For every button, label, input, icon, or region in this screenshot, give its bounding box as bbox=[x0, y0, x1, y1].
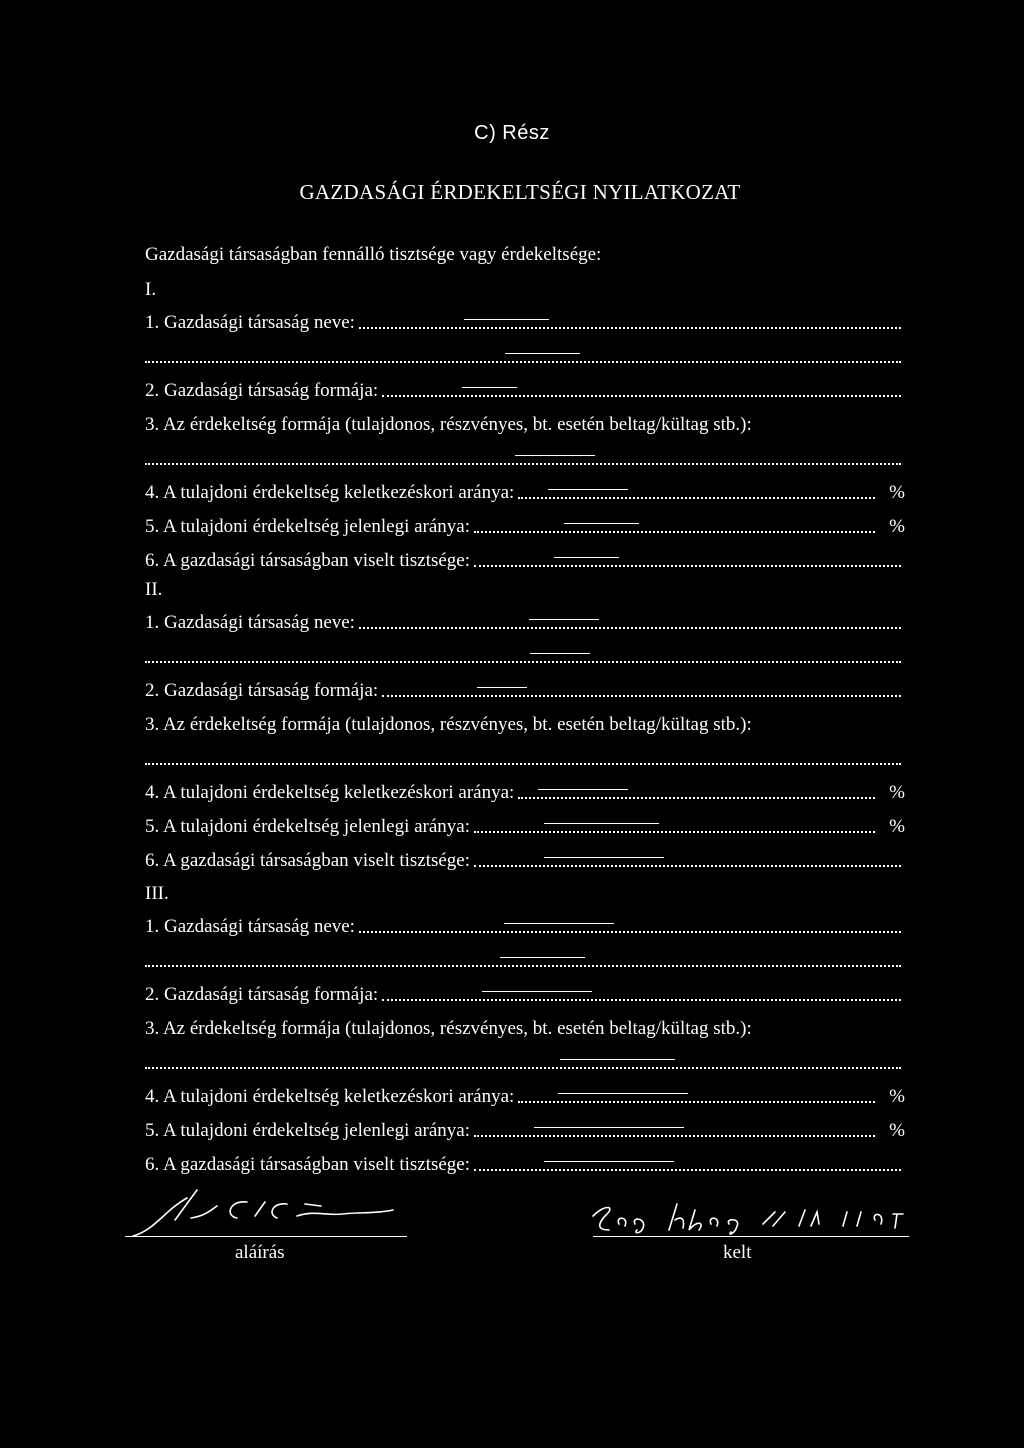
handwritten-date bbox=[585, 1190, 915, 1250]
fill-line bbox=[474, 565, 901, 567]
section-3 bbox=[145, 882, 905, 1187]
section-numeral: III. bbox=[145, 883, 169, 904]
fill-line bbox=[474, 531, 875, 533]
document-title: GAZDASÁGI ÉRDEKELTSÉGI NYILATKOZAT bbox=[299, 180, 741, 204]
fill-line bbox=[474, 831, 875, 833]
field-label: 3. Az érdekeltség formája (tulajdonos, részvényes, bt. esetén beltag/kültag stb.): bbox=[145, 714, 752, 735]
fill-line bbox=[382, 999, 901, 1001]
fill-line bbox=[382, 695, 901, 697]
section-numeral: II. bbox=[145, 579, 163, 600]
signature-label: aláírás bbox=[235, 1242, 285, 1263]
fill-line bbox=[474, 1169, 901, 1171]
interest-form-continuation bbox=[145, 447, 905, 471]
percent-unit: % bbox=[889, 516, 905, 537]
company-form-field bbox=[145, 679, 905, 703]
interest-form-continuation bbox=[145, 1051, 905, 1075]
percent-unit: % bbox=[889, 816, 905, 837]
field-label: 4. A tulajdoni érdekeltség keletkezéskori aránya: bbox=[145, 1086, 515, 1107]
date-line bbox=[593, 1236, 909, 1237]
field-label: 1. Gazdasági társaság neve: bbox=[145, 312, 355, 333]
field-label: 3. Az érdekeltség formája (tulajdonos, részvényes, bt. esetén beltag/kültag stb.): bbox=[145, 1018, 752, 1039]
company-name-continuation bbox=[145, 345, 905, 369]
section-numeral: I. bbox=[145, 279, 157, 300]
fill-line bbox=[474, 1135, 875, 1137]
field-label: 6. A gazdasági társaságban viselt tisztsége: bbox=[145, 1154, 471, 1175]
field-label: 5. A tulajdoni érdekeltség jelenlegi aránya: bbox=[145, 1120, 471, 1141]
part-heading: C) Rész bbox=[474, 122, 550, 144]
fill-line bbox=[359, 327, 901, 329]
field-label: 2. Gazdasági társaság formája: bbox=[145, 380, 379, 401]
field-label: 1. Gazdasági társaság neve: bbox=[145, 916, 355, 937]
section-1 bbox=[145, 278, 905, 583]
position-field bbox=[145, 549, 905, 573]
interest-form-field bbox=[145, 413, 905, 437]
interest-form-field bbox=[145, 1017, 905, 1041]
fill-line bbox=[474, 865, 901, 867]
field-label: 3. Az érdekeltség formája (tulajdonos, részvényes, bt. esetén beltag/kültag stb.): bbox=[145, 414, 752, 435]
percent-unit: % bbox=[889, 1086, 905, 1107]
position-field bbox=[145, 849, 905, 873]
position-field bbox=[145, 1153, 905, 1177]
fill-line bbox=[145, 965, 901, 967]
interest-form-field bbox=[145, 713, 905, 737]
initial-share-field bbox=[145, 481, 905, 505]
field-label: 4. A tulajdoni érdekeltség keletkezéskori aránya: bbox=[145, 782, 515, 803]
percent-unit: % bbox=[889, 482, 905, 503]
signature-line bbox=[125, 1236, 407, 1237]
fill-line bbox=[145, 661, 901, 663]
fill-line bbox=[359, 627, 901, 629]
initial-share-field bbox=[145, 1085, 905, 1109]
handwritten-signature bbox=[125, 1180, 425, 1240]
fill-line bbox=[518, 497, 875, 499]
fill-line bbox=[518, 797, 875, 799]
field-label: 1. Gazdasági társaság neve: bbox=[145, 612, 355, 633]
fill-line bbox=[145, 1067, 901, 1069]
company-form-field bbox=[145, 983, 905, 1007]
field-label: 6. A gazdasági társaságban viselt tisztsége: bbox=[145, 850, 471, 871]
field-label: 5. A tulajdoni érdekeltség jelenlegi aránya: bbox=[145, 516, 471, 537]
company-name-field bbox=[145, 915, 905, 939]
field-label: 4. A tulajdoni érdekeltség keletkezéskori aránya: bbox=[145, 482, 515, 503]
fill-line bbox=[382, 395, 901, 397]
section-2 bbox=[145, 578, 905, 883]
field-label: 5. A tulajdoni érdekeltség jelenlegi aránya: bbox=[145, 816, 471, 837]
field-label: 2. Gazdasági társaság formája: bbox=[145, 984, 379, 1005]
current-share-field bbox=[145, 815, 905, 839]
company-name-continuation bbox=[145, 949, 905, 973]
current-share-field bbox=[145, 515, 905, 539]
company-name-continuation bbox=[145, 645, 905, 669]
field-label: 6. A gazdasági társaságban viselt tisztsége: bbox=[145, 550, 471, 571]
company-name-field bbox=[145, 611, 905, 635]
fill-line bbox=[359, 931, 901, 933]
percent-unit: % bbox=[889, 1120, 905, 1141]
fill-line bbox=[145, 361, 901, 363]
intro-text: Gazdasági társaságban fennálló tisztsége vagy érdekeltsége: bbox=[145, 244, 602, 265]
percent-unit: % bbox=[889, 782, 905, 803]
date-label: kelt bbox=[723, 1242, 752, 1263]
interest-form-continuation bbox=[145, 747, 905, 771]
initial-share-field bbox=[145, 781, 905, 805]
fill-line bbox=[145, 763, 901, 765]
field-label: 2. Gazdasági társaság formája: bbox=[145, 680, 379, 701]
fill-line bbox=[518, 1101, 875, 1103]
company-name-field bbox=[145, 311, 905, 335]
signature-area bbox=[125, 1180, 925, 1270]
fill-line bbox=[145, 463, 901, 465]
company-form-field bbox=[145, 379, 905, 403]
current-share-field bbox=[145, 1119, 905, 1143]
